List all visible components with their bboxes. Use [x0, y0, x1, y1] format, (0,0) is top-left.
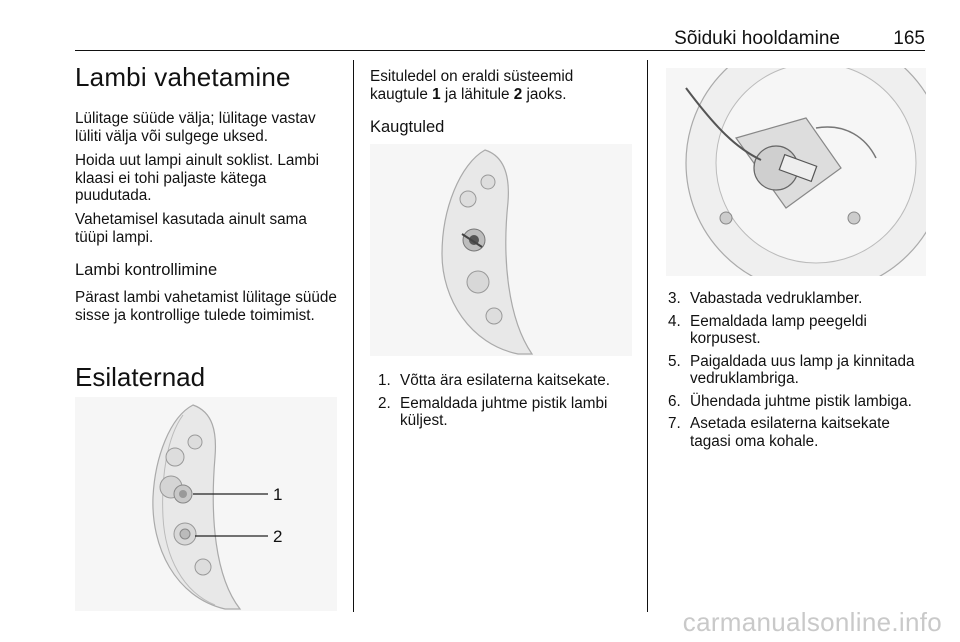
paragraph-hold-bulb: Hoida uut lampi ainult soklist. Lambi klaasi ei tohi paljaste kätega puudutada.	[75, 152, 320, 204]
column-divider-2	[647, 60, 648, 612]
callout-label-1: 1	[273, 485, 283, 504]
headlamp-illustration	[75, 397, 337, 611]
steps-list-2	[668, 290, 928, 455]
list-item: 5. Paigaldada uus lamp ja kinnitada vedruklambriga.	[668, 352, 915, 387]
column-divider-1	[353, 60, 354, 612]
paragraph-separate-systems	[370, 68, 632, 103]
high-beam-figure	[370, 144, 632, 356]
subheading-lamp-check: Lambi kontrollimine	[75, 261, 218, 279]
page-number: 165	[893, 28, 925, 49]
ref-2: 2	[513, 85, 523, 103]
bulb-removal-illustration	[666, 68, 926, 276]
list-item: 2. Eemaldada juhtme pistik lambi küljest.	[378, 394, 608, 429]
list-item: 3. Vabastada vedruklamber.	[668, 290, 863, 307]
callout-label-2: 2	[273, 527, 283, 546]
page-header	[75, 28, 925, 51]
intro-text-a: Esituledel on eraldi süsteemid kaugtule	[370, 68, 574, 103]
watermark: carmanualsonline.info	[682, 607, 942, 637]
section-title: Sõiduki hooldamine	[674, 28, 840, 49]
high-beam-illustration	[370, 144, 632, 356]
list-item: 7. Asetada esilaterna kaitsekate tagasi oma kohale.	[668, 415, 890, 450]
list-item: 6. Ühendada juhtme pistik lambiga.	[668, 392, 912, 410]
ref-1: 1	[432, 85, 441, 103]
intro-text-c: ja lähitule	[440, 85, 514, 103]
bulb-removal-figure	[666, 68, 926, 276]
paragraph-switch-off: Lülitage süüde välja; lülitage vastav lüliti välja või sulgege uksed.	[75, 110, 316, 145]
page-title: Lambi vahetamine	[75, 62, 291, 92]
paragraph-check-lights: Pärast lambi vahetamist lülitage süüde sisse ja kontrollige tulede toimimist.	[75, 289, 337, 324]
paragraph-same-type: Vahetamisel kasutada ainult sama tüüpi lampi.	[75, 211, 307, 246]
list-item: 4. Eemaldada lamp peegeldi korpusest.	[668, 312, 867, 347]
intro-text-e: jaoks.	[522, 85, 567, 103]
headlamp-figure	[75, 397, 337, 611]
subheading-high-beam: Kaugtuled	[370, 118, 445, 136]
subheading-headlamps: Esilaternad	[75, 362, 206, 392]
list-item: 1. Võtta ära esilaterna kaitsekate.	[378, 372, 611, 389]
steps-list-1	[378, 372, 632, 435]
